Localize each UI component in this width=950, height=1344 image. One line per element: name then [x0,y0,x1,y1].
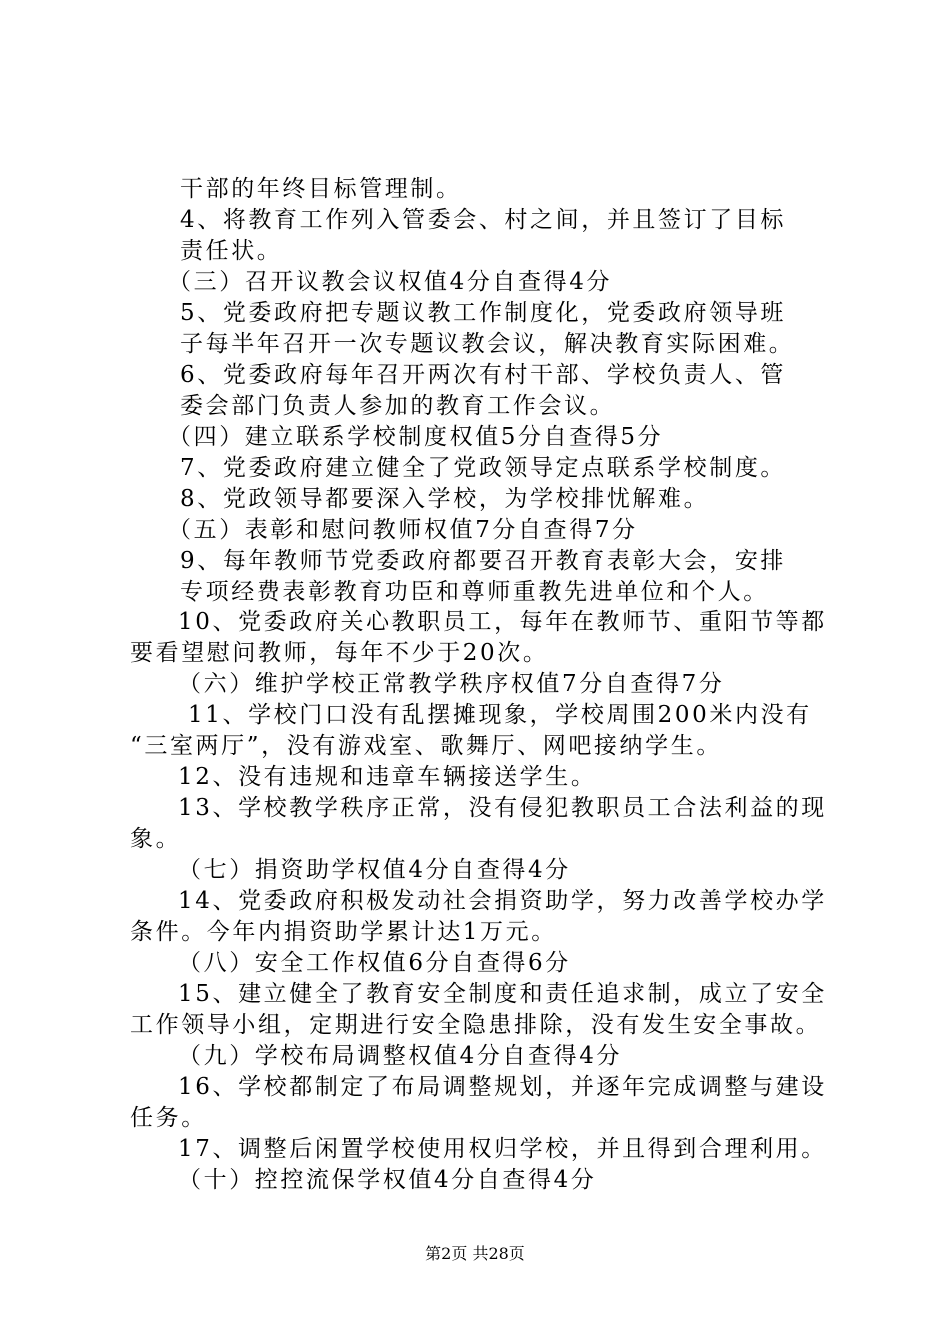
text-line-11: 8、党政领导都要深入学校，为学校排忧解难。 [180,486,710,512]
text-line-1: 干部的年终目标管理制。 [180,176,462,202]
text-line-21: 13、学校教学秩序正常，没有侵犯教职员工合法利益的现 [178,795,827,821]
text-line-2: 4、将教育工作列入管委会、村之间，并且签订了目标 [180,207,787,233]
page-footer: 第2页 共28页 [425,1244,525,1263]
text-line-33: （十）控控流保学权值4分自查得4分 [178,1167,597,1193]
text-line-4: （三）召开议教会议权值4分自查得4分 [168,269,613,295]
text-line-5: 5、党委政府把专题议教工作制度化，党委政府领导班 [180,300,787,326]
text-line-18: 11、学校门口没有乱摆摊现象，学校周围200米内没有 [188,702,812,728]
text-line-14: 专项经费表彰教育功臣和尊师重教先进单位和个人。 [180,579,769,605]
text-line-29: （九）学校布局调整权值4分自查得4分 [178,1043,623,1069]
text-line-28: 工作领导小组，定期进行安全隐患排除，没有发生安全事故。 [130,1012,822,1038]
text-line-20: 12、没有违规和违章车辆接送学生。 [178,764,597,790]
text-line-7: 6、党委政府每年召开两次有村干部、学校负责人、管 [180,362,787,388]
text-line-24: 14、党委政府积极发动社会捐资助学，努力改善学校办学 [178,888,827,914]
text-line-22: 象。 [130,826,182,852]
text-line-15: 10、党委政府关心教职员工，每年在教师节、重阳节等都 [178,609,827,635]
text-line-10: 7、党委政府建立健全了党政领导定点联系学校制度。 [180,455,787,481]
text-line-25: 条件。今年内捐资助学累计达1万元。 [130,919,557,945]
text-line-30: 16、学校都制定了布局调整规划，并逐年完成调整与建设 [178,1074,827,1100]
text-line-6: 子每半年召开一次专题议教会议，解决教育实际困难。 [180,331,795,357]
text-line-32: 17、调整后闲置学校使用权归学校，并且得到合理利用。 [178,1136,827,1162]
text-line-26: （八）安全工作权值6分自查得6分 [178,950,571,976]
text-line-31: 任务。 [130,1105,207,1131]
text-line-13: 9、每年教师节党委政府都要召开教育表彰大会，安排 [180,548,787,574]
text-line-19: “三室两厅”，没有游戏室、歌舞厅、网吧接纳学生。 [130,733,722,759]
text-line-3: 责任状。 [180,238,283,264]
text-line-12: （五）表彰和慰问教师权值7分自查得7分 [168,517,638,543]
text-line-23: （七）捐资助学权值4分自查得4分 [178,857,571,883]
text-line-16: 要看望慰问教师，每年不少于20次。 [130,640,549,666]
text-line-9: （四）建立联系学校制度权值5分自查得5分 [168,424,664,450]
text-line-17: （六）维护学校正常教学秩序权值7分自查得7分 [178,671,725,697]
text-line-27: 15、建立健全了教育安全制度和责任追求制，成立了安全 [178,981,827,1007]
text-line-8: 委会部门负责人参加的教育工作会议。 [180,393,616,419]
